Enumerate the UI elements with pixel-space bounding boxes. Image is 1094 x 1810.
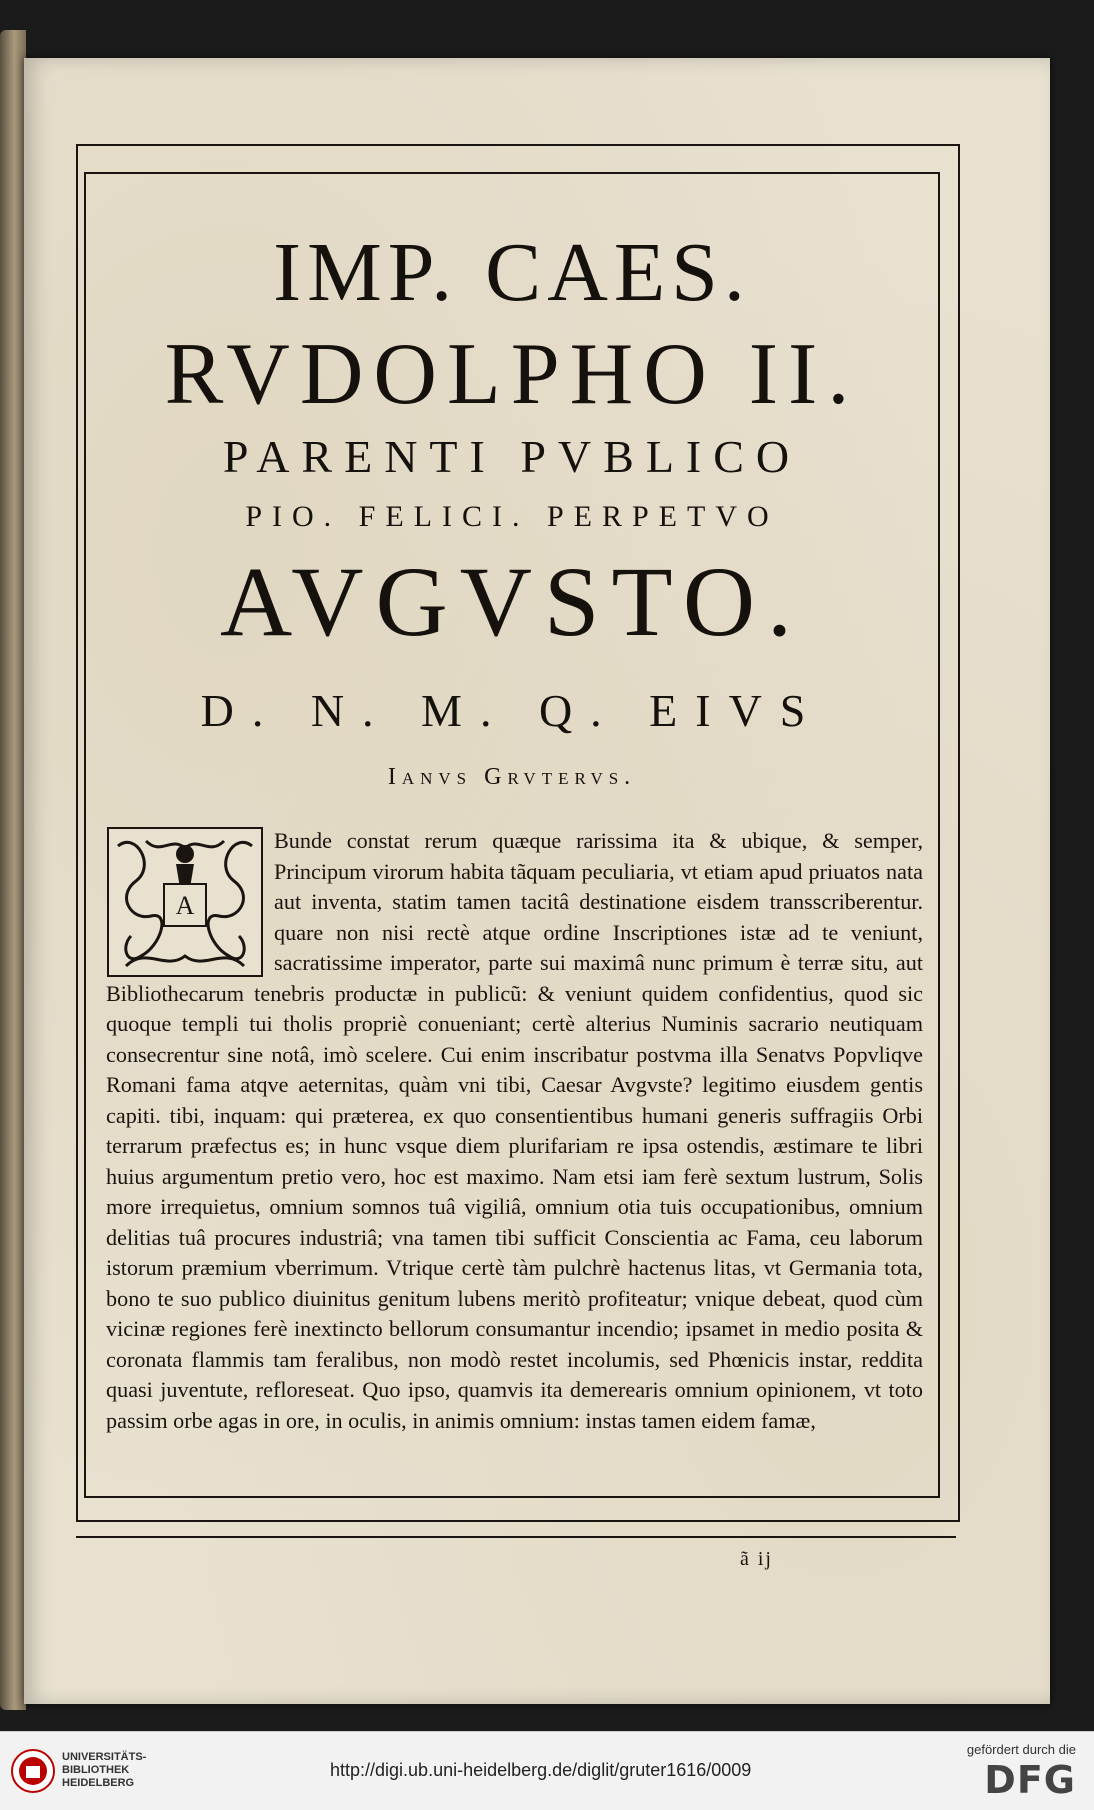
- title-line-2: RVDOLPHO II.: [164, 326, 860, 423]
- bottom-rule: [76, 1536, 956, 1538]
- adjacent-page-edge: [0, 30, 26, 1710]
- library-name: UNIVERSITÄTS- BIBLIOTHEK HEIDELBERG: [62, 1751, 147, 1789]
- author-line: Ianvs Grvtervs.: [387, 764, 637, 790]
- dedication-paragraph: Bunde constat rerum quæque rarissima ita & ubique, & semper, Principum virorum habita tãquam peculiaria, vt etiam apud priuatos nata aut inventa, statim tamen tacitâ destinatione eisdem transscriberentur. quare non nisi rectè atque ordine Inscriptiones istæ ad te veniunt, sacratissime imperator, parte sui maximâ nunc primum è terræ situ, aut Bibliothecarum tenebris productæ in publicũ: & veniunt quidem confidentius, quod sic quoque templi tui tholis propriè conueniant; certè alterius Numinis sacrario neutiquam consecrentur sine notâ, imò scelere. Cui enim inscribatur postvma illa Senatvs Popvliqve Romani fama atqve aeternitas, quàm vni tibi, Caesar Avgvste? legitimo eiusdem gentis capiti. tibi, inquam: qui præterea, ex quo consentientibus humani generis suffragiis Orbi terrarum præfectus es; in hunc vsque diem plurifariam re ipsa ostendis, æstimare te libri huius argumentum pretio vero, hoc est maximo. Nam etsi iam ferè sextum lustrum, Solis more irrequietus, omnium somnos tuâ vigiliâ, omnium otia tuis occupationibus, omnium delitias tuâ procures industriâ; vna tamen tibi sufficit Conscientia ac Fama, ceu laborum istorum præmium vberrimum. Vtrique certè tàm pulchrè hactenus litas, vt Germania tota, bono te suo publico diuinitus genitum lubens meritò profiteatur; vnique debeat, quod cùm vicinæ regiones ferè inextincto bellorum consumantur incendio; ipsamet in medio posita & coronata flammis tam feralibus, non modò restet incolumis, sed Phœnicis instar, reddita quasi juventute, refloreseat. Quo ipso, quamvis ita demerearis omnium opinionem, vt toto passim orbe agas in ore, in oculis, in animis omnium: instas tamen eidem famæ,: [106, 828, 923, 1433]
- svg-text:A: A: [175, 891, 195, 920]
- funded-by-label: gefördert durch die: [966, 1742, 1076, 1757]
- book-page: [24, 58, 1050, 1704]
- title-line-5: AVGVSTO.: [219, 546, 805, 657]
- dfg-logo: DFG: [984, 1758, 1076, 1802]
- title-line-3: PARENTI PVBLICO: [222, 431, 802, 482]
- dedication-text: [106, 826, 923, 1436]
- page-border-inner: [84, 172, 940, 1498]
- university-seal-icon: [10, 1748, 56, 1794]
- title-line-6: D. N. M. Q. EIVS: [200, 685, 824, 736]
- decorated-initial-icon: [106, 826, 264, 978]
- viewer-footer: [0, 1731, 1094, 1810]
- title-line-1: IMP. CAES.: [273, 226, 751, 319]
- page-border-outer: [76, 144, 960, 1522]
- title-line-4: PIO. FELICI. PERPETVO: [245, 500, 779, 533]
- page-content: [86, 174, 938, 1496]
- signature-mark: ã ij: [740, 1548, 773, 1570]
- permalink-url[interactable]: http://digi.ub.uni-heidelberg.de/diglit/gruter1616/0009: [330, 1760, 752, 1780]
